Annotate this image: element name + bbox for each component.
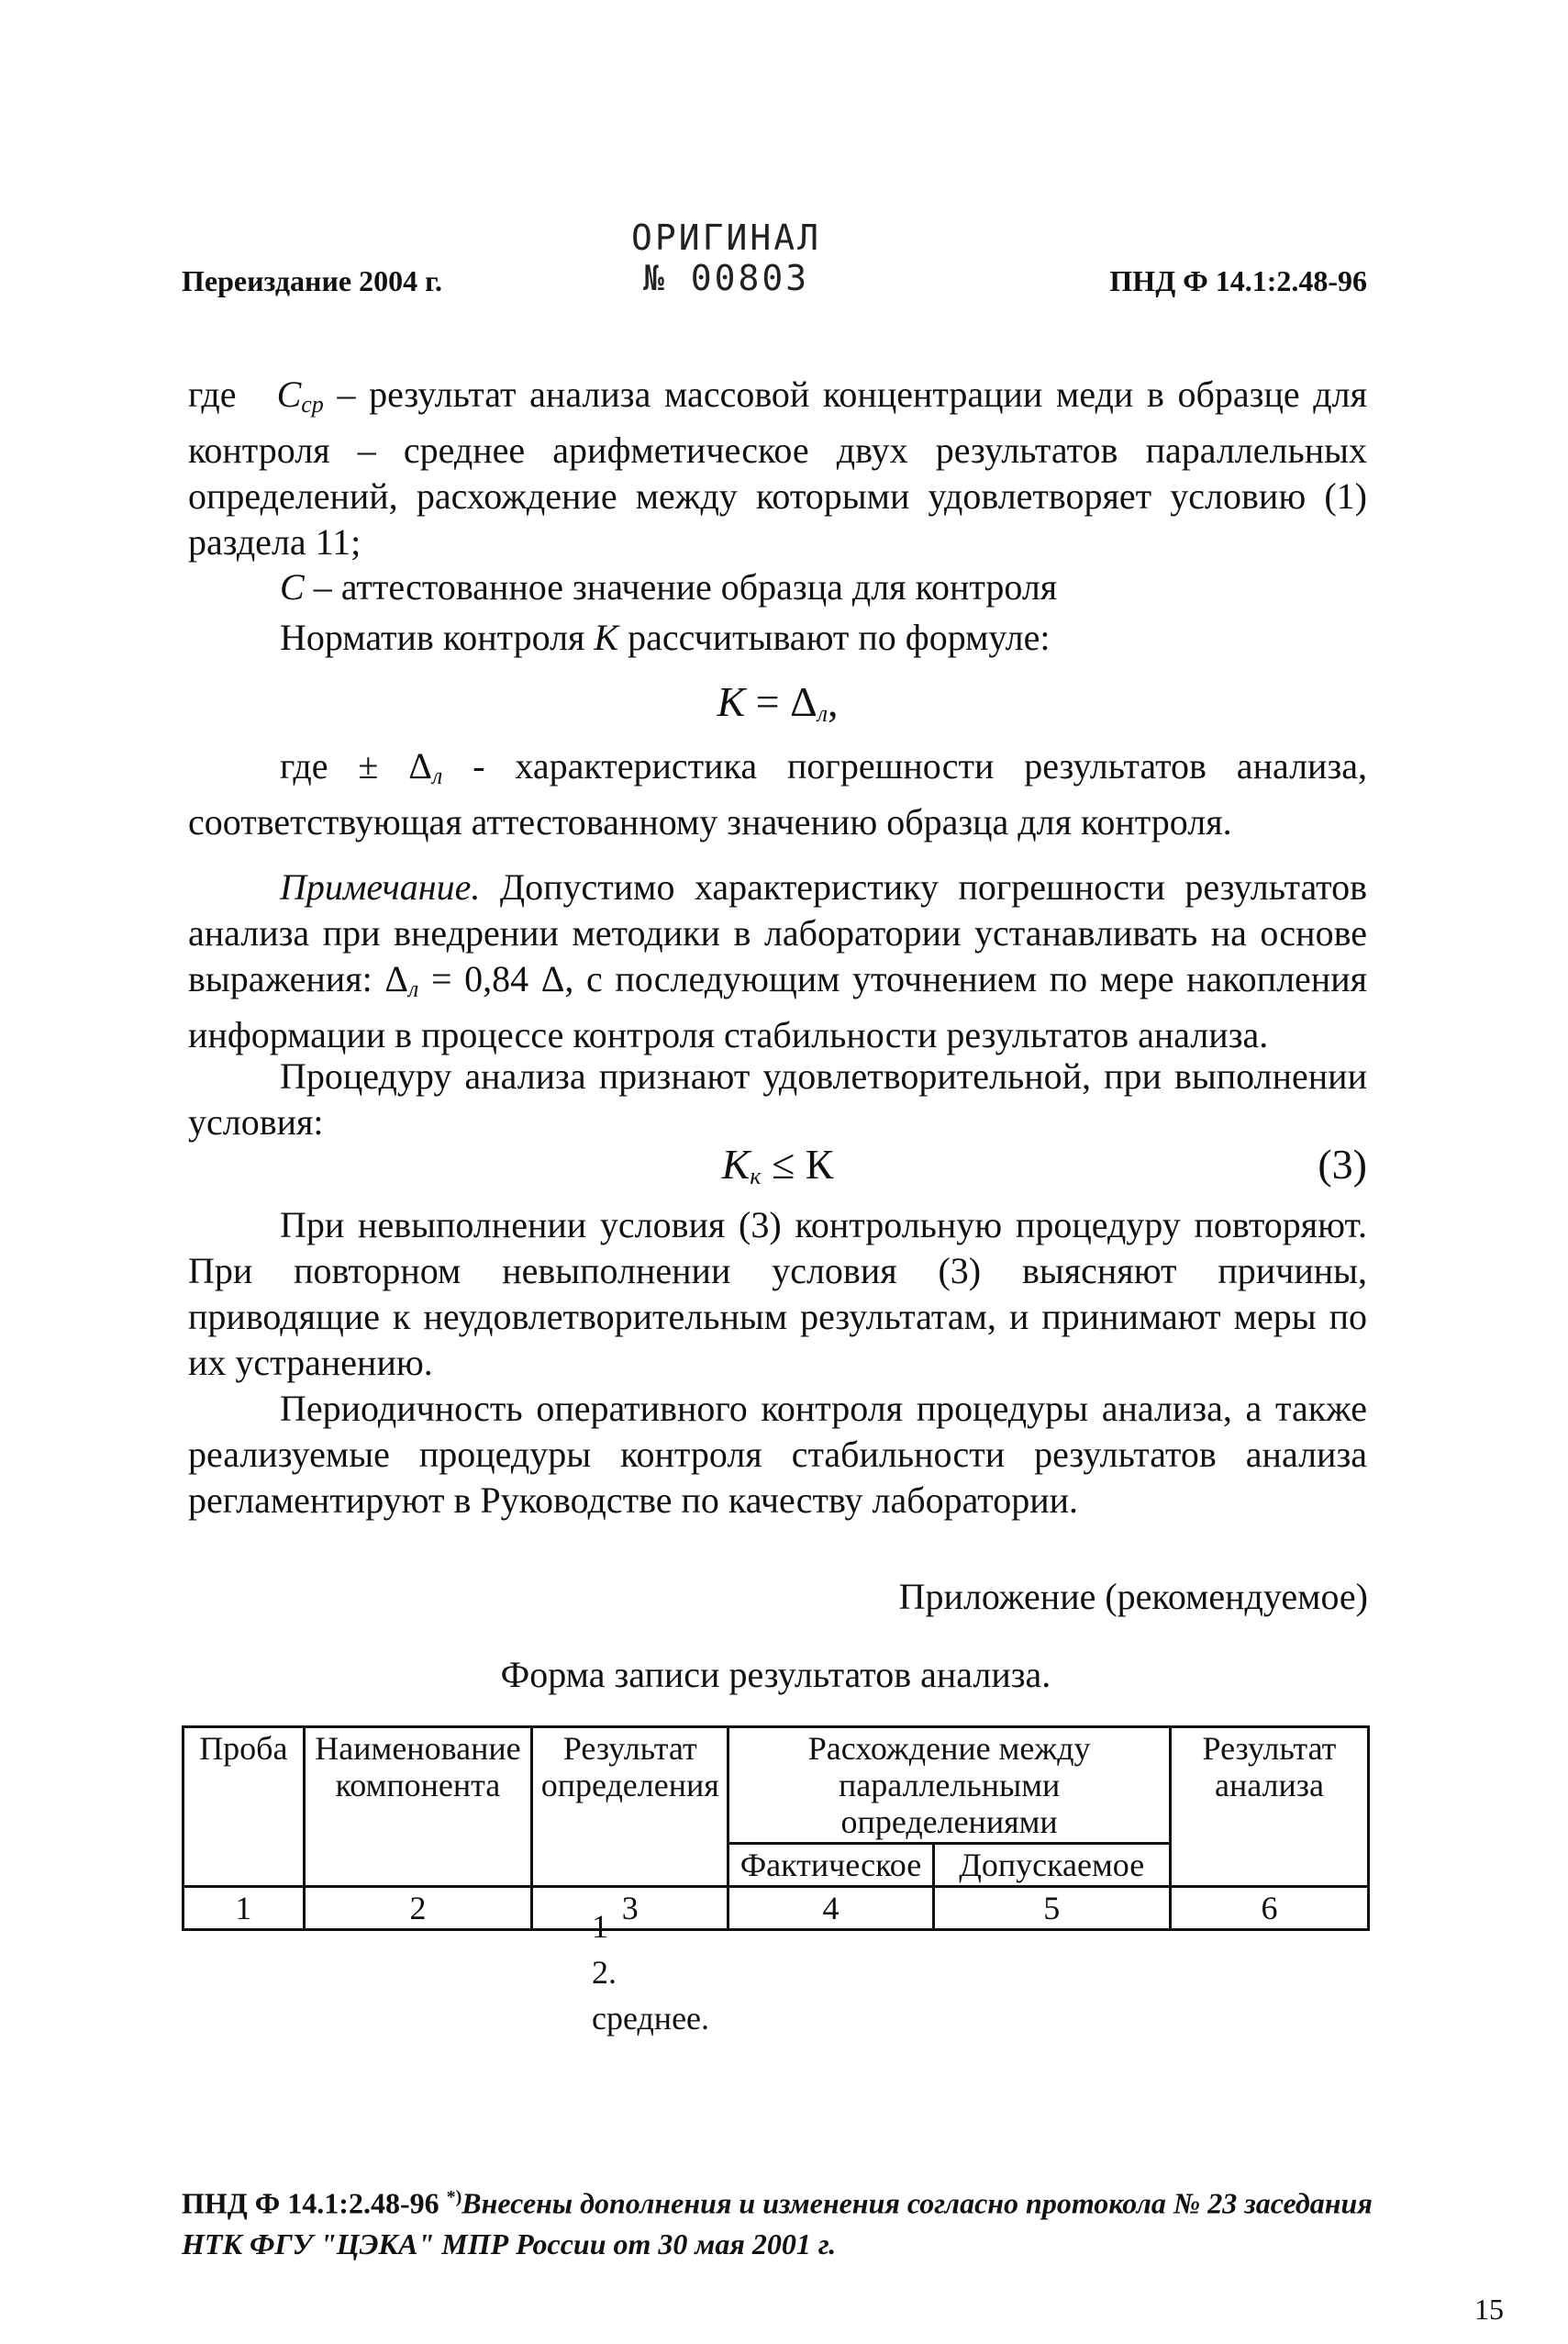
k-symbol: K (594, 617, 619, 658)
delta-symbol: Δл (408, 745, 443, 789)
formula-condition-expr (188, 1140, 1367, 1190)
header-divergence: Расхождение между параллельными определениями (728, 1727, 1171, 1844)
table-cell: 3 (532, 1887, 728, 1930)
table-row (183, 1887, 1369, 1930)
formula-k-comma: , (828, 678, 839, 725)
header-component: Наименование компонента (304, 1727, 532, 1887)
header-determination: Результат определения (532, 1727, 728, 1887)
formula-k-lhs: K (717, 678, 746, 725)
repeat-procedure-paragraph: При невыполнении условия (3) контрольную процедуру повторяют. При повторном невыполнении условия (3) выясняют причины, приводящие к неудовлетворительным результатам, и принимают меры по их устранению. (188, 1204, 1367, 1383)
table-cell: 4 (728, 1887, 933, 1930)
formula-k-eq: = (755, 678, 780, 725)
note-text-2: = 0,84 Δ, с последующим уточнением по мере накопления информации в процессе контроля стабильности результатов анализа. (188, 958, 1368, 1055)
delta-prefix: где ± (280, 745, 379, 787)
list-item: 2. (592, 1954, 617, 1991)
results-form-table (182, 1725, 1370, 1931)
equation-number: (3) (1318, 1141, 1367, 1188)
header-allowed: Допускаемое (933, 1844, 1170, 1887)
condition-intro: Процедуру анализа признают удовлетворительной, при выполнении условия: (188, 1055, 1367, 1143)
appendix-title: Форма записи результатов анализа. (500, 1654, 1051, 1695)
c-avg-symbol: Cср (276, 374, 324, 418)
footnote-mark: *) (446, 2187, 462, 2207)
norm-intro-text: Норматив контроля (280, 617, 585, 658)
page-number: 15 (1474, 2293, 1504, 2326)
header-actual: Фактическое (728, 1844, 933, 1887)
table-cell: 5 (933, 1887, 1170, 1930)
stamp-number: № 00803 (642, 257, 810, 298)
definition-c (188, 564, 1367, 610)
note-label: Примечание. (280, 866, 481, 908)
document-code: ПНД Ф 14.1:2.48-96 (1109, 264, 1367, 297)
table-cell: 2 (304, 1887, 532, 1930)
norm-intro (188, 615, 1367, 661)
definition-delta (188, 743, 1367, 845)
note-delta-symbol: Δл (384, 958, 419, 1002)
where-word: где (188, 374, 237, 415)
table-header-row (183, 1727, 1369, 1844)
periodicity-paragraph: Периодичность оперативного контроля процедуры анализа, а также реализуемые процедуры контроля стабильности результатов анализа регламентируют в Руководстве по качеству лаборатории. (188, 1388, 1367, 1521)
determination-list (592, 1903, 709, 2041)
k-rhs: К (805, 1141, 834, 1188)
note-text-1: Допустимо характеристику погрешности результатов анализа при внедрении методики в лаборатории устанавливать на основе выражения: (188, 866, 1367, 999)
table-cell: 6 (1170, 1887, 1368, 1930)
header-result: Результат анализа (1170, 1727, 1368, 1887)
list-item: 1 (592, 1908, 608, 1945)
c-symbol: C (280, 566, 305, 608)
amendment-footnote (182, 2177, 1393, 2264)
c-definition: – аттестованное значение образца для контроля (313, 566, 1058, 608)
note-paragraph (188, 865, 1367, 1058)
appendix-label: Приложение (рекомендуемое) (898, 1576, 1368, 1617)
reissue-label: Переиздание 2004 г. (182, 264, 442, 297)
list-item: среднее. (592, 2000, 710, 2037)
leq-sign: ≤ (771, 1141, 795, 1188)
kk-symbol: Kк (721, 1141, 762, 1189)
formula-condition (188, 1140, 1367, 1195)
footnote-text: Внесены дополнения и изменения согласно протокола № 23 заседания НТК ФГУ "ЦЭКА" МПР России от 30 мая 2001 г. (182, 2186, 1373, 2260)
table-cell: 1 (183, 1887, 305, 1930)
stamp-title: ОРИГИНАЛ (631, 218, 822, 258)
header-sample: Проба (183, 1727, 305, 1887)
original-stamp (631, 218, 821, 298)
norm-intro-text-2: рассчитывают по формуле: (628, 617, 1051, 658)
formula-k-rhs: Δл (790, 678, 828, 727)
c-avg-definition: – результат анализа массовой концентрации меди в образце для контроля – среднее арифметическое двух результатов параллельных определений, расхождение между которыми удовлетворяет условию (1) раздела 11; (188, 374, 1368, 563)
formula-k (188, 677, 1367, 728)
definition-c-avg (188, 372, 1367, 565)
footnote-doc-code: ПНД Ф 14.1:2.48-96 (182, 2186, 439, 2220)
delta-definition: - характеристика погрешности результатов анализа, соответствующая аттестованному значению образца для контроля. (188, 745, 1367, 843)
